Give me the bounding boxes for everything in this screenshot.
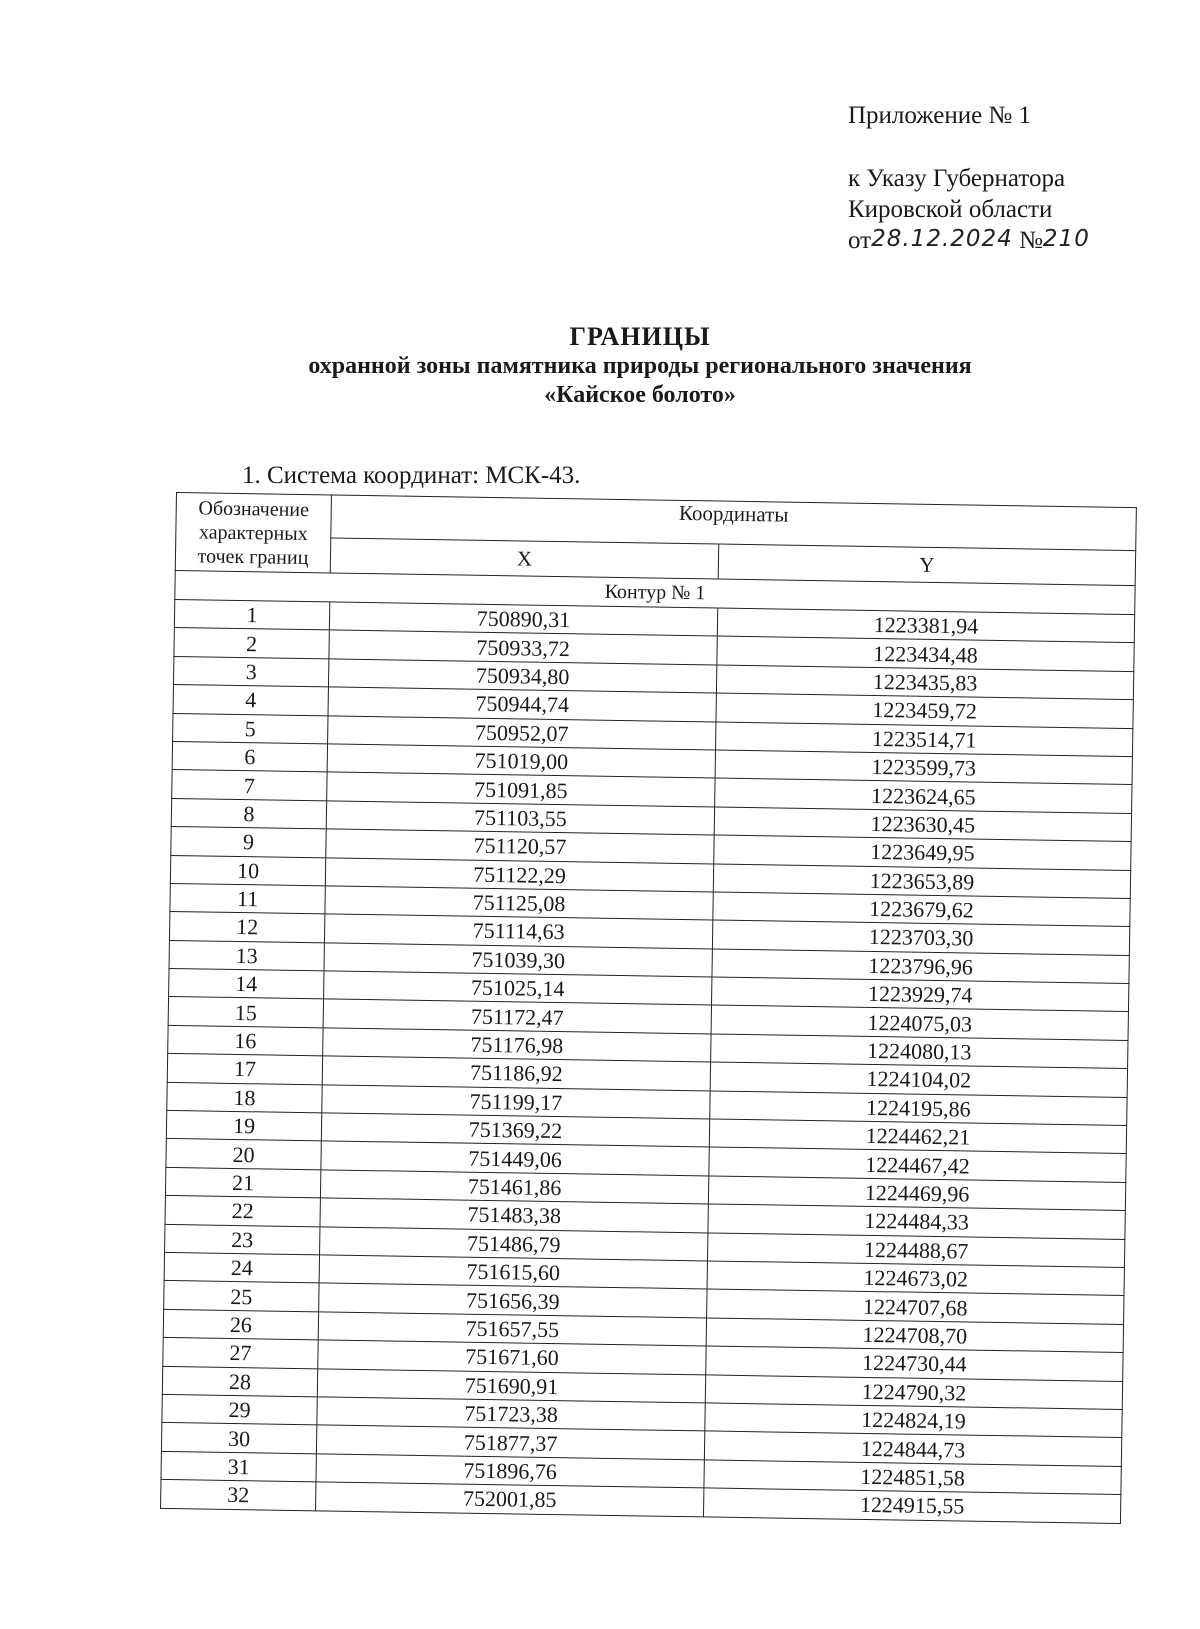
x-coordinate-cell: 750934,80 [328, 659, 716, 693]
point-number-cell: 27 [163, 1338, 318, 1369]
point-number-cell: 28 [162, 1366, 317, 1397]
x-coordinate-cell: 751486,79 [320, 1226, 708, 1260]
table-body [161, 599, 1135, 1522]
y-coordinate-cell: 1223630,45 [714, 807, 1131, 842]
point-number-cell: 18 [167, 1082, 322, 1113]
x-coordinate-cell: 751615,60 [319, 1255, 707, 1289]
point-number-cell: 15 [168, 997, 323, 1028]
y-coordinate-cell: 1223435,83 [716, 665, 1133, 700]
x-coordinate-cell: 750933,72 [329, 630, 717, 664]
y-coordinate-cell: 1223796,96 [712, 949, 1129, 984]
y-coordinate-cell: 1224915,55 [703, 1488, 1120, 1523]
document-title [0, 322, 1200, 410]
y-coordinate-cell: 1224462,21 [709, 1119, 1126, 1154]
y-column-header: Y [718, 544, 1136, 586]
point-number-cell: 17 [167, 1054, 322, 1085]
point-number-cell: 4 [173, 685, 328, 716]
point-number-cell: 2 [174, 628, 329, 659]
point-number-cell: 1 [174, 599, 329, 630]
y-coordinate-cell: 1224467,42 [709, 1147, 1126, 1182]
y-coordinate-cell: 1224707,68 [707, 1289, 1124, 1324]
handwritten-number: 210 [1042, 226, 1090, 252]
point-number-cell: 23 [165, 1224, 320, 1255]
x-coordinate-cell: 751122,29 [325, 857, 713, 891]
number-prefix: № [1019, 227, 1043, 254]
y-coordinate-cell: 1223434,48 [717, 636, 1134, 671]
title-main: ГРАНИЦЫ [569, 322, 711, 351]
title-line-2: охранной зоны памятника природы регионального значения [308, 353, 972, 379]
point-number-cell: 20 [166, 1139, 321, 1170]
y-coordinate-cell: 1223381,94 [717, 608, 1134, 643]
x-coordinate-cell: 751896,76 [316, 1454, 704, 1488]
x-coordinate-cell: 751656,39 [319, 1283, 707, 1317]
point-number-cell: 9 [171, 827, 326, 858]
x-coordinate-cell: 751461,86 [320, 1170, 708, 1204]
y-coordinate-cell: 1223653,89 [713, 864, 1130, 899]
y-coordinate-cell: 1224080,13 [711, 1034, 1128, 1069]
y-coordinate-cell: 1224075,03 [711, 1005, 1128, 1040]
y-coordinate-cell: 1224469,96 [708, 1176, 1125, 1211]
point-number-cell: 29 [162, 1394, 317, 1425]
y-coordinate-cell: 1223624,65 [715, 778, 1132, 813]
x-coordinate-cell: 751103,55 [326, 801, 714, 835]
point-column-header: Обозначение характерных точек границ [175, 493, 331, 573]
y-coordinate-cell: 1224730,44 [706, 1346, 1123, 1381]
x-coordinate-cell: 751657,55 [318, 1312, 706, 1346]
x-coordinate-cell: 751019,00 [327, 744, 715, 778]
x-coordinate-cell: 751723,38 [317, 1397, 705, 1431]
y-coordinate-cell: 1223599,73 [715, 750, 1132, 785]
x-coordinate-cell: 751483,38 [320, 1198, 708, 1232]
x-coordinate-cell: 751671,60 [318, 1340, 706, 1374]
point-number-cell: 32 [161, 1479, 316, 1510]
point-number-cell: 3 [173, 656, 328, 687]
point-number-cell: 14 [169, 969, 324, 1000]
y-coordinate-cell: 1223459,72 [716, 693, 1133, 728]
point-number-cell: 13 [169, 940, 324, 971]
appendix-label: Приложение № 1 [848, 102, 1032, 129]
x-coordinate-cell: 751176,98 [323, 1028, 711, 1062]
x-coordinate-cell: 751877,37 [316, 1425, 704, 1459]
x-coordinate-cell: 750944,74 [328, 687, 716, 721]
point-number-cell: 31 [161, 1451, 316, 1482]
y-coordinate-cell: 1224844,73 [704, 1431, 1121, 1466]
point-number-cell: 19 [166, 1110, 321, 1141]
appendix-header [848, 100, 1090, 257]
point-number-cell: 30 [161, 1423, 316, 1454]
x-coordinate-cell: 751449,06 [321, 1141, 709, 1175]
point-number-cell: 10 [170, 855, 325, 886]
y-coordinate-cell: 1224851,58 [704, 1460, 1121, 1495]
point-number-cell: 6 [172, 741, 327, 772]
y-coordinate-cell: 1224790,32 [705, 1374, 1122, 1409]
x-coordinate-cell: 752001,85 [316, 1482, 704, 1516]
y-coordinate-cell: 1224484,33 [708, 1204, 1125, 1239]
point-number-cell: 16 [168, 1025, 323, 1056]
x-coordinate-cell: 751039,30 [324, 943, 712, 977]
decree-date-line [848, 225, 1090, 257]
y-coordinate-cell: 1223649,95 [714, 835, 1131, 870]
contour-label: Контур № 1 [175, 570, 1135, 614]
x-coordinate-cell: 751125,08 [325, 886, 713, 920]
y-coordinate-cell: 1224488,67 [707, 1233, 1124, 1268]
decree-line-1: к Указу Губернатора [848, 165, 1066, 192]
y-coordinate-cell: 1223514,71 [716, 722, 1133, 757]
point-number-cell: 11 [170, 883, 325, 914]
point-number-cell: 26 [163, 1309, 318, 1340]
y-coordinate-cell: 1223929,74 [712, 977, 1129, 1012]
x-coordinate-cell: 750890,31 [329, 602, 717, 636]
x-coordinate-cell: 751120,57 [326, 829, 714, 863]
x-coordinate-cell: 751172,47 [323, 999, 711, 1033]
x-coordinate-cell: 751186,92 [322, 1056, 710, 1090]
x-coordinate-cell: 751369,22 [321, 1113, 709, 1147]
y-coordinate-cell: 1223703,30 [712, 920, 1129, 955]
point-number-cell: 25 [164, 1281, 319, 1312]
coordinates-header: Координаты [331, 495, 1137, 551]
y-coordinate-cell: 1224104,02 [710, 1062, 1127, 1097]
point-number-cell: 7 [172, 770, 327, 801]
point-number-cell: 12 [169, 912, 324, 943]
x-coordinate-cell: 751114,63 [324, 914, 712, 948]
x-coordinate-cell: 750952,07 [328, 715, 716, 749]
decree-line-2: Кировской области [848, 196, 1053, 223]
point-number-cell: 22 [165, 1196, 320, 1227]
point-number-cell: 5 [173, 713, 328, 744]
y-coordinate-cell: 1224708,70 [706, 1318, 1123, 1353]
y-coordinate-cell: 1224195,86 [710, 1091, 1127, 1126]
x-coordinate-cell: 751199,17 [322, 1085, 710, 1119]
point-number-cell: 24 [164, 1252, 319, 1283]
x-coordinate-cell: 751025,14 [324, 971, 712, 1005]
x-coordinate-cell: 751690,91 [317, 1368, 705, 1402]
date-prefix: от [848, 227, 872, 254]
x-coordinate-cell: 751091,85 [327, 772, 715, 806]
y-coordinate-cell: 1224824,19 [705, 1403, 1122, 1438]
handwritten-date: 28.12.2024 [871, 226, 1013, 252]
point-number-cell: 8 [171, 798, 326, 829]
y-coordinate-cell: 1224673,02 [707, 1261, 1124, 1296]
x-column-header: X [330, 538, 719, 579]
coordinates-table [160, 492, 1137, 1523]
title-line-3: «Кайское болото» [544, 382, 736, 408]
y-coordinate-cell: 1223679,62 [713, 892, 1130, 927]
coordinate-system-label: 1. Система координат: МСК-43. [242, 462, 581, 489]
point-number-cell: 21 [165, 1167, 320, 1198]
